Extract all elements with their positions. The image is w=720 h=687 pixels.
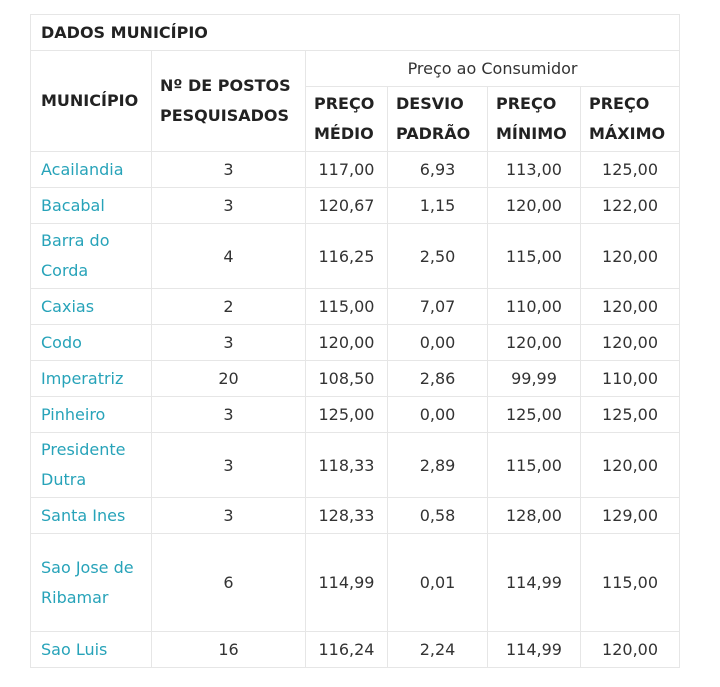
postos-cell: 2 <box>152 289 306 325</box>
preco-maximo-cell: 120,00 <box>581 433 680 498</box>
preco-medio-cell: 117,00 <box>306 152 388 188</box>
table-row <box>31 152 680 188</box>
preco-medio-cell: 120,67 <box>306 188 388 224</box>
table-row <box>31 289 680 325</box>
preco-medio-cell: 125,00 <box>306 397 388 433</box>
preco-minimo-cell: 120,00 <box>488 325 581 361</box>
municipio-link[interactable]: Santa Ines <box>31 498 152 534</box>
preco-maximo-cell: 120,00 <box>581 325 680 361</box>
preco-minimo-cell: 113,00 <box>488 152 581 188</box>
header-price-group: Preço ao Consumidor <box>306 51 680 87</box>
preco-medio-cell: 115,00 <box>306 289 388 325</box>
preco-minimo-cell: 128,00 <box>488 498 581 534</box>
municipio-link[interactable]: Presidente Dutra <box>31 433 152 498</box>
desvio-padrao-cell: 7,07 <box>388 289 488 325</box>
table-row <box>31 325 680 361</box>
preco-medio-cell: 114,99 <box>306 534 388 632</box>
desvio-padrao-cell: 1,15 <box>388 188 488 224</box>
postos-cell: 3 <box>152 152 306 188</box>
preco-minimo-cell: 115,00 <box>488 433 581 498</box>
preco-maximo-cell: 125,00 <box>581 397 680 433</box>
preco-maximo-cell: 115,00 <box>581 534 680 632</box>
preco-minimo-cell: 114,99 <box>488 534 581 632</box>
header-postos: Nº DE POSTOS PESQUISADOS <box>152 51 306 152</box>
municipio-link[interactable]: Codo <box>31 325 152 361</box>
postos-cell: 3 <box>152 325 306 361</box>
preco-minimo-cell: 120,00 <box>488 188 581 224</box>
desvio-padrao-cell: 0,00 <box>388 397 488 433</box>
postos-cell: 16 <box>152 632 306 668</box>
municipio-link[interactable]: Acailandia <box>31 152 152 188</box>
table-row <box>31 397 680 433</box>
preco-minimo-cell: 125,00 <box>488 397 581 433</box>
preco-maximo-cell: 120,00 <box>581 632 680 668</box>
preco-medio-cell: 116,25 <box>306 224 388 289</box>
price-table <box>30 14 680 668</box>
header-preco-maximo: PREÇO MÁXIMO <box>581 87 680 152</box>
municipio-link[interactable]: Sao Luis <box>31 632 152 668</box>
preco-maximo-cell: 129,00 <box>581 498 680 534</box>
postos-cell: 6 <box>152 534 306 632</box>
postos-cell: 3 <box>152 433 306 498</box>
header-desvio-padrao: DESVIO PADRÃO <box>388 87 488 152</box>
header-preco-minimo: PREÇO MÍNIMO <box>488 87 581 152</box>
preco-minimo-cell: 99,99 <box>488 361 581 397</box>
desvio-padrao-cell: 0,01 <box>388 534 488 632</box>
preco-medio-cell: 108,50 <box>306 361 388 397</box>
preco-medio-cell: 116,24 <box>306 632 388 668</box>
desvio-padrao-cell: 2,24 <box>388 632 488 668</box>
postos-cell: 3 <box>152 397 306 433</box>
price-table-container <box>30 14 679 668</box>
preco-maximo-cell: 120,00 <box>581 289 680 325</box>
postos-cell: 20 <box>152 361 306 397</box>
table-row <box>31 361 680 397</box>
preco-medio-cell: 120,00 <box>306 325 388 361</box>
municipio-link[interactable]: Imperatriz <box>31 361 152 397</box>
table-row <box>31 188 680 224</box>
municipio-link[interactable]: Barra do Corda <box>31 224 152 289</box>
preco-maximo-cell: 110,00 <box>581 361 680 397</box>
header-municipio: MUNICÍPIO <box>31 51 152 152</box>
preco-medio-cell: 128,33 <box>306 498 388 534</box>
desvio-padrao-cell: 2,50 <box>388 224 488 289</box>
table-title: DADOS MUNICÍPIO <box>31 15 680 51</box>
municipio-link[interactable]: Pinheiro <box>31 397 152 433</box>
preco-minimo-cell: 114,99 <box>488 632 581 668</box>
table-row <box>31 498 680 534</box>
municipio-link[interactable]: Caxias <box>31 289 152 325</box>
desvio-padrao-cell: 0,00 <box>388 325 488 361</box>
desvio-padrao-cell: 2,89 <box>388 433 488 498</box>
table-body <box>31 152 680 668</box>
preco-maximo-cell: 120,00 <box>581 224 680 289</box>
preco-maximo-cell: 125,00 <box>581 152 680 188</box>
preco-maximo-cell: 122,00 <box>581 188 680 224</box>
municipio-link[interactable]: Sao Jose de Ribamar <box>31 534 152 632</box>
table-row <box>31 224 680 289</box>
desvio-padrao-cell: 0,58 <box>388 498 488 534</box>
table-row <box>31 534 680 632</box>
table-row <box>31 632 680 668</box>
preco-minimo-cell: 115,00 <box>488 224 581 289</box>
header-preco-medio: PREÇO MÉDIO <box>306 87 388 152</box>
desvio-padrao-cell: 6,93 <box>388 152 488 188</box>
table-row <box>31 433 680 498</box>
preco-minimo-cell: 110,00 <box>488 289 581 325</box>
desvio-padrao-cell: 2,86 <box>388 361 488 397</box>
preco-medio-cell: 118,33 <box>306 433 388 498</box>
postos-cell: 3 <box>152 498 306 534</box>
municipio-link[interactable]: Bacabal <box>31 188 152 224</box>
postos-cell: 3 <box>152 188 306 224</box>
postos-cell: 4 <box>152 224 306 289</box>
